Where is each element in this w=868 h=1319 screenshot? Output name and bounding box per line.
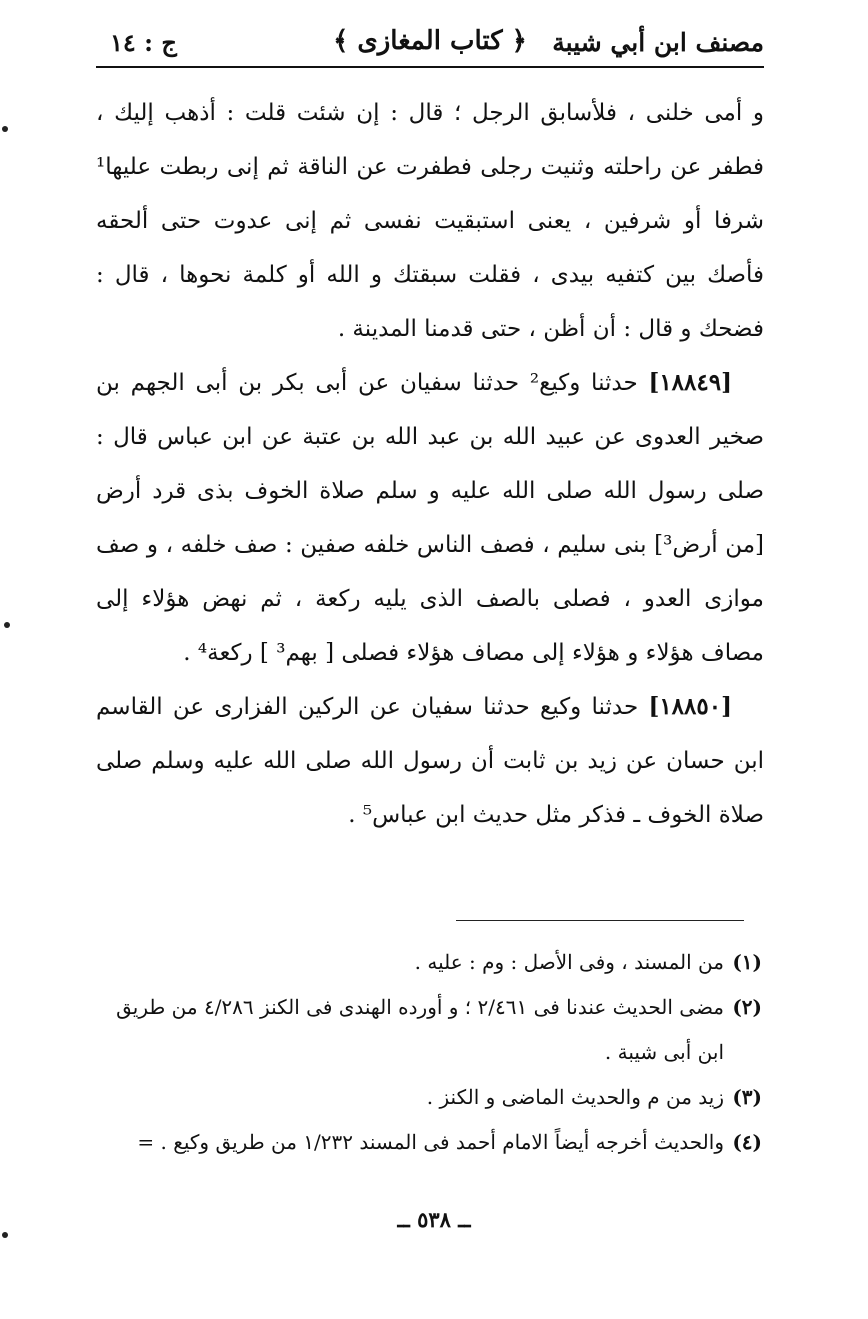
scan-mark	[2, 126, 8, 132]
hadith-text: حدثنا وكيع² حدثنا سفيان عن أبى بكر بن أبى الجهم بن صخير العدوى عن عبيد الله بن عبد الله بن عتبة عن ابن عباس قال : صلى رسول الله صلى الله عليه و سلم صلاة الخوف بذى قرد أرض [من أرض³] بنى سليم ، فصف الناس خلفه صفين : صف خلفه ، و صف موازى العدو ، فصلى بالصف الذى يليه ركعة ، ثم نهض هؤلاء إلى مصاف هؤلاء و هؤلاء إلى مصاف هؤلاء فصلى [ بهم³ ] ركعة⁴ .	[96, 370, 765, 666]
footnote-number: (٢)	[732, 995, 762, 1019]
footnote-number: (٣)	[732, 1085, 762, 1109]
scan-mark	[2, 1232, 8, 1238]
footnote-text: من المسند ، وفى الأصل : وم : عليه .	[414, 950, 724, 974]
footnote-text: والحديث أخرجه أيضاً الامام أحمد فى المسند ١/٢٣٢ من طريق وكيع . =	[137, 1130, 724, 1154]
paragraph-continuation: و أمى خلنى ، فلأسابق الرجل ؛ قال : إن شئت قلت : أذهب إليك ، فطفر عن راحلته وثنيت رجلى فطفرت عن الناقة ثم إنى ربطت عليها¹ شرفا أو شرفين ، يعنى استبقيت نفسى ثم إنى عدوت حتى ألحقه فأصك بين كتفيه بيدى ، فقلت سبقتك و الله أو كلمة نحوها ، قال : فضحك و قال : أن أظن ، حتى قدمنا المدينة .	[96, 100, 764, 342]
book-title: مصنف ابن أبي شيبة	[552, 28, 764, 57]
footnote-text: زيد من م والحديث الماضى و الكنز .	[426, 1085, 724, 1109]
footnote-2	[86, 985, 762, 1075]
page-number: ــ ٥٣٨ ــ	[397, 1207, 471, 1232]
footnote-1	[86, 940, 762, 985]
header-divider	[96, 66, 764, 68]
volume-number: ج : ١٤	[110, 28, 177, 57]
scan-mark	[4, 622, 10, 628]
hadith-number: [١٨٨٥٠]	[648, 693, 732, 720]
footnote-divider	[456, 920, 744, 921]
hadith-18850	[96, 680, 764, 842]
running-header	[96, 24, 764, 64]
hadith-number: [١٨٨٤٩]	[648, 369, 732, 396]
footnote-text: مضى الحديث عندنا فى ٢/٤٦١ ؛ و أورده الهندى فى الكنز ٤/٢٨٦ من طريق ابن أبى شيبة .	[116, 995, 724, 1064]
footnote-4	[86, 1120, 762, 1165]
footnote-number: (٤)	[732, 1130, 762, 1154]
footnote-3	[86, 1075, 762, 1120]
main-text	[96, 86, 764, 842]
hadith-18849	[96, 356, 764, 680]
footnote-number: (١)	[732, 950, 762, 974]
hadith-text: حدثنا وكيع حدثنا سفيان عن الركين الفزارى عن القاسم ابن حسان عن زيد بن ثابت أن رسول الله صلى الله عليه وسلم صلى صلاة الخوف ـ فذكر مثل حديث ابن عباس⁵ .	[96, 694, 764, 828]
footnotes	[86, 940, 762, 1165]
chapter-title: ﴿ كتاب المغازى ﴾	[333, 26, 527, 56]
